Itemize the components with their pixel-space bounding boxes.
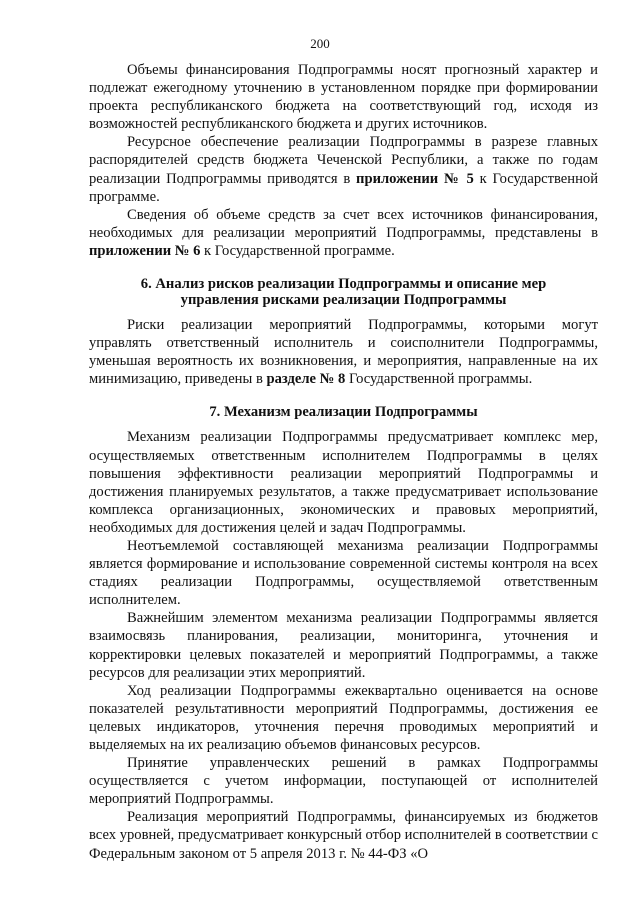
paragraph-decisions: Принятие управленческих решений в рамках Подпрограммы осуществляется с учетом информации, поступающей от исполнителей мероприятий Подпрограммы. xyxy=(89,755,598,808)
page-number: 200 xyxy=(310,36,330,51)
paragraph-mechanism: Механизм реализации Подпрограммы предусматривает комплекс мер, осуществляемых ответственным исполнителем Подпрограммы в целях повышения эффективности реализации мероприятий Подпрограммы и достижения планируемых результатов, а также предусматривает использование комплекса организационных, экономических и правовых мероприятий, необходимых для достижения целей и задач Подпрограммы. xyxy=(89,429,598,536)
document-body xyxy=(89,61,598,863)
bold-reference-appendix-6: приложении № 6 xyxy=(89,242,201,259)
paragraph-financing-volumes: Объемы финансирования Подпрограммы носят прогнозный характер и подлежат ежегодному уточнению в установленном порядке при формировании проекта республиканского бюджета на соответствующий год, исходя из возможностей республиканского бюджета и других источников. xyxy=(89,62,598,133)
text-span: Государственной программы. xyxy=(345,371,533,388)
text-span: Сведения об объеме средств за счет всех источников финансирования, необходимых для реализации мероприятий Подпрограммы, представлены в xyxy=(89,206,598,241)
paragraph-funding-sources xyxy=(89,206,598,260)
section-6-heading xyxy=(89,276,598,308)
bold-reference-section-8: разделе № 8 xyxy=(266,371,346,388)
paragraph-control-system: Неотъемлемой составляющей механизма реализации Подпрограммы является формирование и использование современной системы контроля на всех стадиях реализации Подпрограммы, осуществляемой ответственным исполнителем. xyxy=(89,537,598,609)
paragraph-risks xyxy=(89,316,598,388)
text-span: Риски реализации мероприятий Подпрограммы, которыми могут управлять ответственный исполнитель и соисполнители Подпрограммы, уменьшая вероятность их возникновения, и мероприятия, направленные на их минимизацию, приведены в xyxy=(89,317,598,388)
section-6-heading-line1: 6. Анализ рисков реализации Подпрограммы и описание мер xyxy=(140,276,547,293)
bold-reference-appendix-5: приложении № 5 xyxy=(356,170,474,187)
paragraph-resource-provision xyxy=(89,133,598,205)
paragraph-competitive-selection: Реализация мероприятий Подпрограммы, финансируемых из бюджетов всех уровней, предусматривает конкурсный отбор исполнителей в соответствии с Федеральным законом от 5 апреля 2013 г. № 44-ФЗ «О xyxy=(89,809,598,862)
section-6-heading-line2: управления рисками реализации Подпрограммы xyxy=(180,292,507,309)
text-span: к Государственной программе. xyxy=(89,170,598,205)
text-span: Ресурсное обеспечение реализации Подпрограммы в разрезе главных распорядителей средств бюджета Чеченской Республики, а также по годам реализации Подпрограммы приводятся в xyxy=(89,134,598,187)
paragraph-key-element: Важнейшим элементом механизма реализации Подпрограммы является взаимосвязь планирования, реализации, мониторинга, уточнения и корректировки целевых показателей и мероприятий Подпрограммы, а также ресурсов для реализации этих мероприятий. xyxy=(89,610,598,681)
paragraph-quarterly-evaluation: Ход реализации Подпрограммы ежеквартально оценивается на основе показателей результативности мероприятий Подпрограммы, достижения ее целевых индикаторов, уточнения перечня проводимых мероприятий и выделяемых на их реализацию объемов финансовых ресурсов. xyxy=(89,682,598,753)
text-span: к Государственной программе. xyxy=(200,242,395,259)
section-7-heading: 7. Механизм реализации Подпрограммы xyxy=(209,404,478,421)
